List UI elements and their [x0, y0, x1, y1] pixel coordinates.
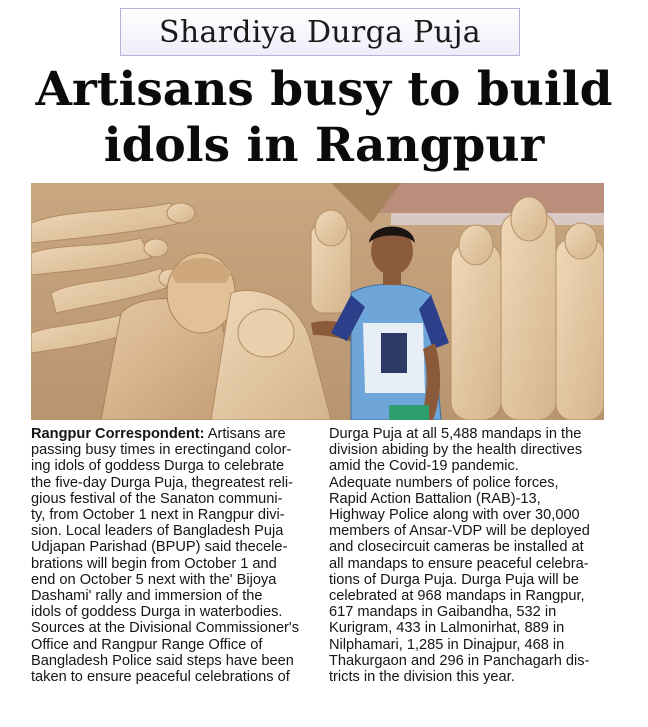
body-line: Udjapan Parishad (BPUP) said thecele- [31, 539, 288, 556]
headline-line-1: Artisans busy to build [35, 62, 613, 117]
body-line: brations will begin from October 1 and [31, 555, 277, 572]
lead-text: Artisans are [204, 426, 286, 442]
body-line: Bangladesh Police said steps have been [31, 652, 294, 669]
body-line: Durga Puja at all 5,488 mandaps in the [329, 426, 582, 442]
body-line: Highway Police along with over 30,000 [329, 507, 580, 524]
body-line: ing idols of goddess Durga to celebrate [31, 458, 285, 475]
body-line: Sources at the Divisional Commissioner's [31, 620, 300, 637]
body-line: gious festival of the Sanaton communi- [31, 490, 283, 507]
headline [0, 62, 648, 174]
body-line [31, 426, 315, 442]
kicker-banner [120, 8, 520, 56]
body-line: 617 mandaps in Gaibandha, 532 in [329, 604, 557, 621]
body-line: members of Ansar-VDP will be deployed [329, 523, 590, 540]
body-line: celebrated at 968 mandaps in Rangpur, [329, 588, 585, 605]
body-line: Kurigram, 433 in Lalmonirhat, 889 in [329, 620, 565, 637]
body-line: Office and Rangpur Range Office of [31, 636, 263, 653]
byline: Rangpur Correspondent: [31, 426, 205, 442]
body-line: taken to ensure peaceful celebrations of [31, 669, 290, 686]
body-line: and closecircuit cameras be installed at [329, 539, 584, 556]
body-line: idols of goddess Durga in waterbodies. [31, 604, 283, 621]
body-line: all mandaps to ensure peaceful celebra- [329, 555, 589, 572]
body-line: passing busy times in erectingand color- [31, 442, 292, 459]
body-line: Dashami' rally and immersion of the [31, 588, 263, 605]
body-line: Nilphamari, 1,285 in Dinajpur, 468 in [329, 636, 565, 653]
body-line: tricts in the division this year. [329, 669, 515, 686]
body-line: Thakurgaon and 296 in Panchagarh dis- [329, 652, 590, 669]
body-line: Adequate numbers of police forces, [329, 474, 559, 491]
body-line: end on October 5 next with the' Bijoya [31, 571, 277, 588]
body-line: amid the Covid-19 pandemic. [329, 458, 519, 475]
article-body-right-column [329, 426, 613, 685]
artisan-with-clay-idols-photo [31, 183, 604, 420]
body-line: division abiding by the health directives [329, 442, 583, 459]
body-line: tions of Durga Puja. Durga Puja will be [329, 571, 579, 588]
headline-line-2: idols in Rangpur [103, 118, 545, 173]
body-line: ty, from October 1 next in Rangpur divi- [31, 507, 285, 524]
article-body-left-column [31, 426, 315, 685]
kicker-text: Shardiya Durga Puja [158, 14, 481, 50]
body-line: sion. Local leaders of Bangladesh Puja [31, 523, 284, 540]
body-line: the five-day Durga Puja, thegreatest reli- [31, 474, 294, 491]
body-line: Rapid Action Battalion (RAB)-13, [329, 490, 541, 507]
